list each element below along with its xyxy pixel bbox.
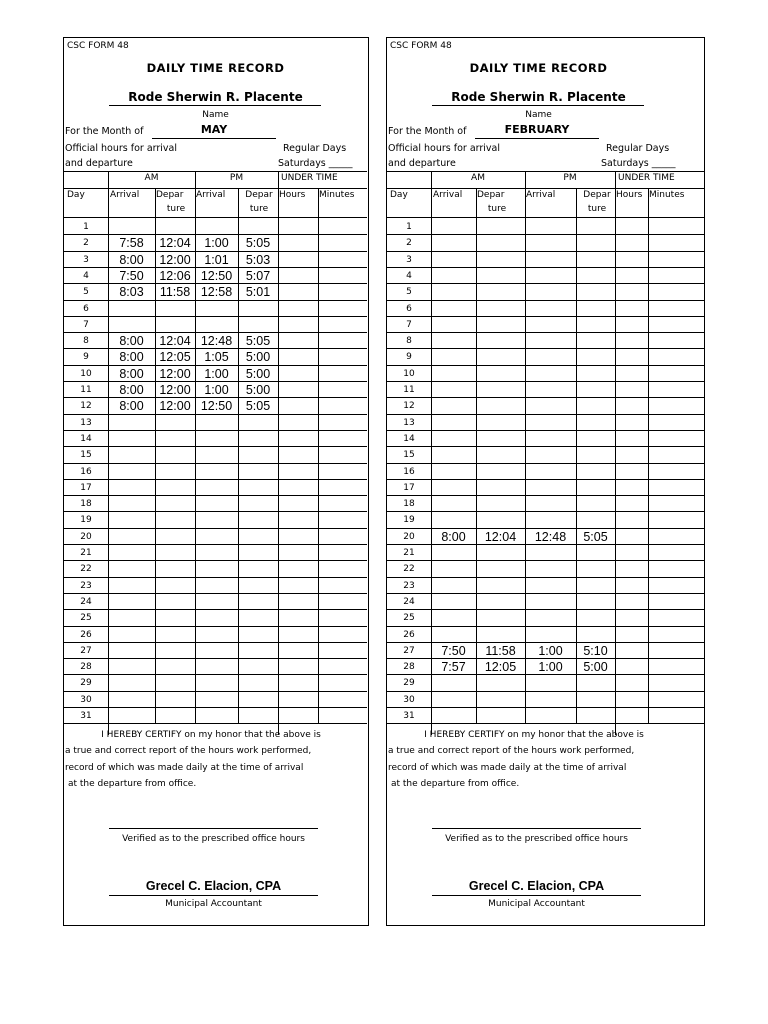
day-number: 24 [80, 596, 92, 607]
pm-arrival-time: 1:00 [204, 366, 229, 381]
day-number: 20 [80, 531, 92, 542]
day-number: 30 [80, 694, 92, 705]
certification-line1: I HEREBY CERTIFY on my honor that the above is [101, 730, 321, 740]
certification-line3: record of which was made daily at the time of arrival [65, 763, 304, 773]
day-number: 11 [403, 385, 415, 395]
pm-departure-time: 5:00 [245, 366, 271, 381]
day-number: 27 [403, 645, 415, 656]
name-caption: Name [525, 110, 552, 120]
am-departure-time: 12:06 [159, 268, 191, 283]
am-departure-time: 12:00 [159, 366, 191, 381]
signatory-name: Grecel C. Elacion, CPA [468, 879, 605, 893]
header-day: Day [390, 190, 408, 200]
day-number: 17 [80, 482, 92, 493]
form-title: DAILY TIME RECORD [146, 61, 285, 75]
header-minutes: Minutes [319, 190, 355, 200]
am-arrival-time: 8:03 [119, 285, 144, 300]
day-number: 31 [80, 711, 92, 721]
day-number: 13 [403, 417, 415, 428]
certification-line4: at the departure from office. [391, 779, 520, 789]
day-number: 9 [83, 352, 89, 363]
pm-arrival-time: 12:48 [534, 529, 567, 544]
pm-arrival-time: 1:00 [538, 643, 563, 658]
header-arrival-pm: Arrival [196, 190, 226, 200]
header-hours: Hours [616, 190, 643, 200]
am-departure-time: 12:05 [484, 660, 517, 675]
day-number: 16 [403, 466, 415, 477]
day-number: 1 [406, 222, 412, 232]
signatory-title: Municipal Accountant [165, 899, 262, 909]
day-number: 28 [80, 662, 92, 673]
day-number: 21 [403, 548, 415, 558]
pm-arrival-time: 12:50 [200, 399, 233, 414]
day-number: 8 [406, 336, 412, 347]
day-number: 4 [406, 270, 412, 281]
day-number: 26 [80, 629, 92, 640]
pm-departure-time: 5:05 [583, 529, 608, 544]
month-label: For the Month of [65, 126, 144, 137]
day-number: 24 [403, 596, 415, 607]
pm-arrival-time: 12:50 [200, 268, 233, 283]
header-am: AM [471, 173, 485, 183]
day-number: 12 [403, 401, 415, 412]
pm-departure-time: 5:05 [245, 399, 271, 414]
day-number: 4 [83, 270, 89, 281]
am-arrival-time: 8:00 [119, 252, 144, 267]
header-minutes: Minutes [649, 190, 685, 200]
official-hours-line1: Official hours for arrival [388, 143, 501, 154]
header-departure-pm-1: Depar [583, 190, 611, 200]
official-hours-line1: Official hours for arrival [65, 143, 178, 154]
day-number: 29 [403, 678, 415, 689]
am-arrival-time: 8:00 [119, 383, 144, 397]
day-number: 28 [403, 662, 415, 673]
day-number: 18 [80, 499, 92, 510]
am-arrival-time: 7:57 [441, 660, 466, 675]
pm-departure-time: 5:00 [583, 660, 608, 675]
day-number: 19 [403, 515, 415, 526]
signatory-title: Municipal Accountant [488, 899, 585, 909]
pm-departure-time: 5:10 [583, 643, 608, 658]
month-value: MAY [200, 123, 228, 136]
certification-line4: at the departure from office. [68, 779, 197, 789]
pm-departure-time: 5:00 [245, 350, 271, 365]
day-number: 23 [80, 580, 92, 591]
pm-arrival-time: 12:58 [200, 285, 233, 300]
form-title: DAILY TIME RECORD [469, 61, 608, 75]
header-departure-pm-2: ture [587, 204, 607, 214]
day-number: 15 [403, 450, 415, 461]
verified-caption: Verified as to the prescribed office hours [122, 834, 305, 844]
day-number: 3 [406, 254, 412, 265]
day-number: 22 [80, 564, 92, 575]
day-number: 19 [80, 515, 92, 526]
header-departure-pm-1: Depar [245, 190, 273, 200]
day-number: 2 [83, 238, 89, 249]
pm-departure-time: 5:07 [245, 268, 271, 283]
header-undertime: UNDER TIME [618, 173, 675, 183]
pm-departure-time: 5:01 [245, 285, 271, 300]
day-number: 22 [403, 564, 415, 575]
certification-line1: I HEREBY CERTIFY on my honor that the above is [424, 730, 644, 740]
am-arrival-time: 8:00 [441, 529, 466, 544]
header-departure-am-1: Depar [477, 190, 505, 200]
month-value: FEBRUARY [504, 123, 570, 136]
certification-line2: a true and correct report of the hours work performed, [65, 746, 312, 756]
day-number: 26 [403, 629, 415, 640]
name-caption: Name [202, 110, 229, 120]
header-departure-pm-2: ture [249, 204, 269, 214]
am-arrival-time: 8:00 [119, 399, 144, 414]
dtr-card-may [63, 37, 369, 926]
saturdays-label: Saturdays _____ [601, 158, 676, 169]
pm-departure-time: 5:00 [245, 383, 271, 397]
pm-arrival-time: 1:01 [204, 252, 229, 267]
header-am: AM [144, 173, 159, 183]
day-number: 25 [403, 613, 415, 624]
am-departure-time: 12:04 [484, 529, 517, 544]
saturdays-label: Saturdays _____ [278, 158, 353, 169]
regular-days-label: Regular Days [606, 143, 670, 154]
am-arrival-time: 8:00 [119, 334, 144, 349]
day-number: 17 [403, 482, 415, 493]
day-number: 25 [80, 613, 92, 624]
form-code: CSC FORM 48 [390, 41, 452, 51]
day-number: 29 [80, 678, 92, 689]
employee-name: Rode Sherwin R. Placente [128, 90, 303, 104]
am-departure-time: 12:04 [159, 334, 191, 349]
month-label: For the Month of [388, 126, 467, 137]
am-departure-time: 12:00 [159, 252, 191, 267]
day-number: 7 [83, 319, 89, 330]
header-departure-am-2: ture [166, 204, 186, 214]
pm-departure-time: 5:05 [245, 334, 271, 349]
pm-arrival-time: 12:48 [200, 334, 233, 349]
day-number: 6 [406, 303, 412, 314]
header-arrival-am: Arrival [433, 190, 463, 200]
day-number: 14 [403, 433, 415, 444]
am-arrival-time: 8:00 [119, 350, 144, 365]
day-number: 2 [406, 238, 412, 249]
day-number: 5 [83, 287, 89, 298]
pm-departure-time: 5:05 [245, 236, 271, 251]
header-departure-am-1: Depar [156, 190, 184, 200]
employee-name: Rode Sherwin R. Placente [451, 90, 626, 104]
am-departure-time: 11:58 [159, 285, 191, 300]
pm-departure-time: 5:03 [245, 252, 271, 267]
day-number: 6 [83, 303, 89, 314]
am-arrival-time: 8:00 [119, 366, 144, 381]
day-number: 11 [80, 385, 92, 395]
day-number: 31 [403, 711, 415, 721]
day-number: 21 [80, 548, 92, 558]
pm-arrival-time: 1:00 [538, 660, 563, 675]
day-number: 20 [403, 531, 415, 542]
am-departure-time: 12:00 [159, 383, 191, 397]
day-number: 30 [403, 694, 415, 705]
day-number: 18 [403, 499, 415, 510]
header-arrival-am: Arrival [110, 190, 140, 200]
official-hours-line2: and departure [65, 158, 133, 169]
day-number: 23 [403, 580, 415, 591]
day-number: 10 [403, 368, 415, 379]
pm-arrival-time: 1:00 [204, 236, 229, 251]
day-number: 3 [83, 254, 89, 265]
header-arrival-pm: Arrival [526, 190, 556, 200]
header-hours: Hours [279, 190, 306, 200]
official-hours-line2: and departure [388, 158, 456, 169]
signatory-name: Grecel C. Elacion, CPA [145, 879, 282, 893]
header-departure-am-2: ture [487, 204, 507, 214]
header-pm: PM [229, 173, 244, 183]
header-undertime: UNDER TIME [281, 173, 338, 183]
am-arrival-time: 7:50 [441, 643, 466, 658]
day-number: 16 [80, 466, 92, 477]
day-number: 7 [406, 319, 412, 330]
dtr-card-february [386, 37, 705, 926]
am-departure-time: 12:04 [159, 236, 191, 251]
day-number: 27 [80, 645, 92, 656]
day-number: 8 [83, 336, 89, 347]
regular-days-label: Regular Days [283, 143, 347, 154]
day-number: 15 [80, 450, 92, 461]
form-code: CSC FORM 48 [67, 41, 129, 51]
day-number: 10 [80, 368, 92, 379]
pm-arrival-time: 1:05 [204, 350, 229, 365]
pm-arrival-time: 1:00 [204, 383, 229, 397]
am-departure-time: 12:05 [159, 350, 191, 365]
am-departure-time: 11:58 [485, 643, 516, 658]
header-pm: PM [563, 173, 577, 183]
am-departure-time: 12:00 [159, 399, 191, 414]
am-arrival-time: 7:50 [119, 268, 144, 283]
day-number: 12 [80, 401, 92, 412]
am-arrival-time: 7:58 [119, 236, 144, 251]
day-number: 5 [406, 287, 412, 298]
certification-line2: a true and correct report of the hours work performed, [388, 746, 635, 756]
verified-caption: Verified as to the prescribed office hours [445, 834, 628, 844]
day-number: 1 [83, 222, 89, 232]
header-day: Day [67, 190, 85, 200]
day-number: 13 [80, 417, 92, 428]
day-number: 9 [406, 352, 412, 363]
certification-line3: record of which was made daily at the time of arrival [388, 763, 627, 773]
day-number: 14 [80, 433, 92, 444]
